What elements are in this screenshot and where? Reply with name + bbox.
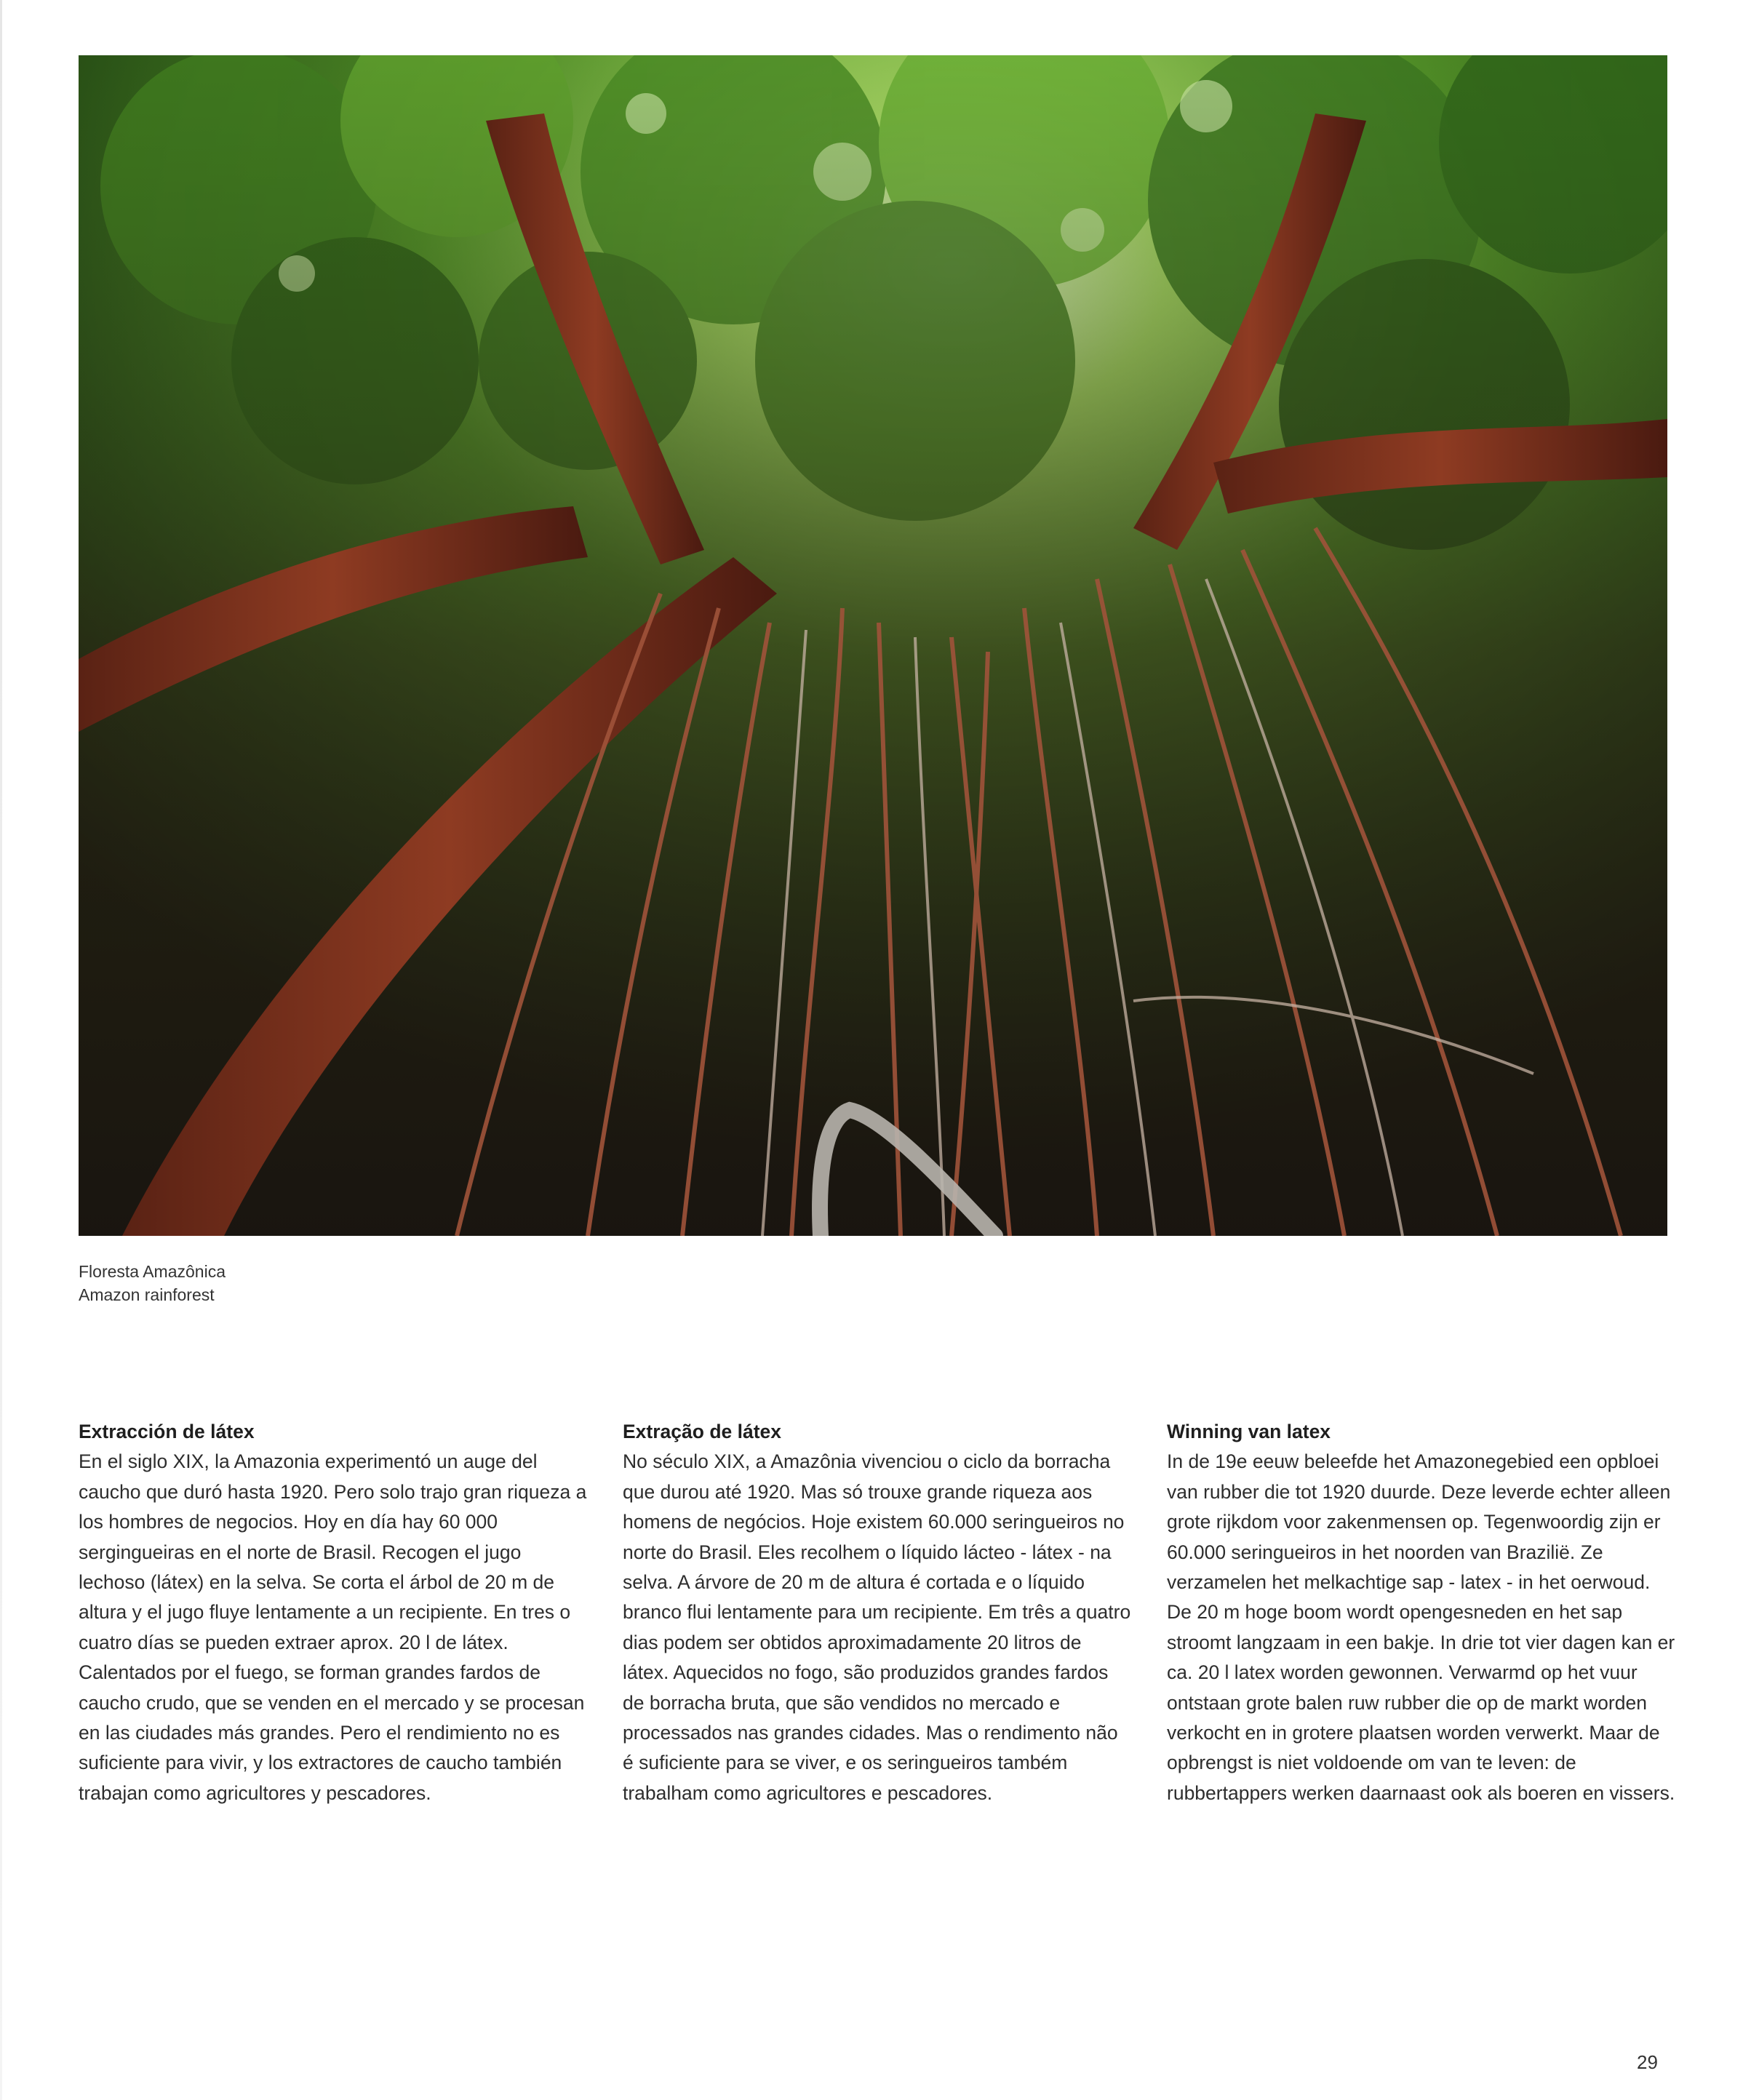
column-portuguese	[623, 1417, 1132, 1808]
caption-line-english: Amazon rainforest	[79, 1285, 215, 1304]
body-portuguese: No século XIX, a Amazônia vivenciou o ciclo da borracha que durou até 1920. Mas só trouxe grande riqueza aos homens de negócios. Hoje existem 60.000 seringueiros no norte do Brasil. Eles recolhem o líquido lácteo - látex - na selva. A árvore de 20 m de altura é cortada e o líquido branco flui lentamente para um recipiente. Em três a quatro dias podem ser obtidos aproximadamente 20 litros de látex. Aquecidos no fogo, são produzidos grandes fardos de borracha bruta, que são vendidos no mercado e processados nas grandes cidades. Mas o rendimento não é suficiente para se viver, e os seringueiros também trabalham como agricultores e pescadores.	[623, 1450, 1131, 1804]
body-spanish: En el siglo XIX, la Amazonia experimentó un auge del caucho que duró hasta 1920. Pero solo trajo gran riqueza a los hombres de negocios. Hoy en día hay 60 000 sergingueiras en el norte de Brasil. Recogen el jugo lechoso (látex) en la selva. Se corta el árbol de 20 m de altura y el jugo fluye lentamente a un recipiente. En tres o cuatro días se pueden extraer aprox. 20 l de látex. Calentados por el fuego, se forman grandes fardos de caucho crudo, que se venden en el mercado y se procesan en las ciudades más grandes. Pero el rendimiento no es suficiente para vivir, y los extractores de caucho también trabajan como agricultores y pescadores.	[79, 1450, 587, 1804]
heading-portuguese: Extração de látex	[623, 1421, 782, 1442]
heading-spanish: Extracción de látex	[79, 1421, 255, 1442]
caption-line-portuguese: Floresta Amazônica	[79, 1262, 226, 1281]
photo-caption	[79, 1260, 226, 1306]
body-dutch: In de 19e eeuw beleefde het Amazonegebied een opbloei van rubber die tot 1920 duurde. Deze leverde echter alleen grote rijkdom voor zakenmensen op. Tegenwoordig zijn er 60.000 seringueiros in het noorden van Brazilië. Ze verzamelen het melkachtige sap - latex - in het oerwoud. De 20 m hoge boom wordt opengesneden en het sap stroomt langzaam in een bakje. In drie tot vier dagen kan er ca. 20 l latex worden gewonnen. Verwarmd op het vuur ontstaan grote balen ruw rubber die op de markt worden verkocht en in grotere plaatsen worden verwerkt. Maar de opbrengst is niet voldoende om van te leven: de rubbertappers werken daarnaast ook als boeren en vissers.	[1167, 1450, 1675, 1804]
column-spanish	[79, 1417, 588, 1808]
page-number: 29	[1637, 2051, 1658, 2073]
rainforest-photo-icon	[79, 55, 1667, 1236]
rainforest-photo	[79, 55, 1667, 1236]
column-dutch	[1167, 1417, 1676, 1808]
page-edge	[0, 0, 2, 2100]
heading-dutch: Winning van latex	[1167, 1421, 1331, 1442]
